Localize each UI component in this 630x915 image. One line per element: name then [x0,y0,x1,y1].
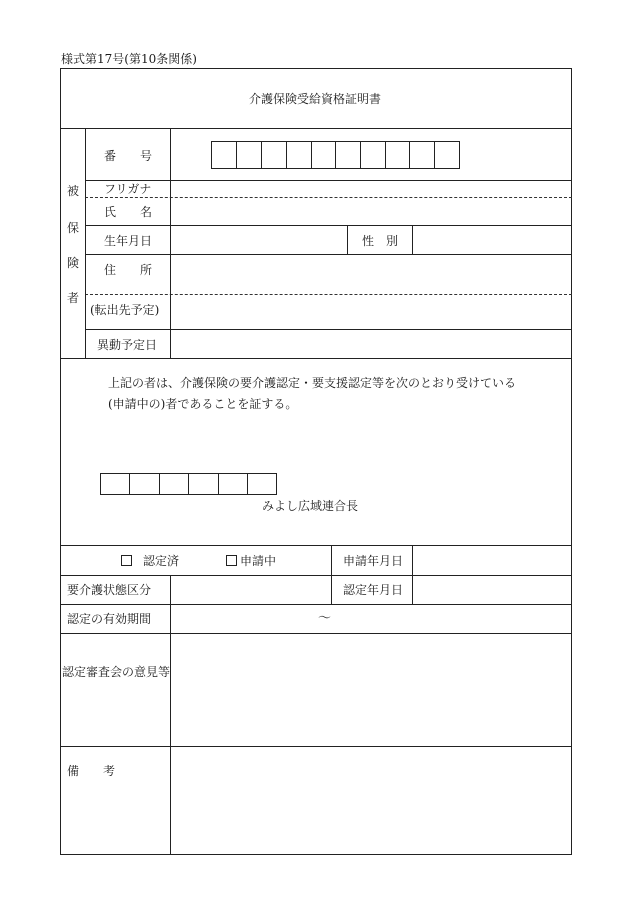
birthdate-label: 生年月日 [104,234,153,248]
issuer-box[interactable] [159,473,189,495]
forwarding-label: (転出先予定) [90,303,160,317]
care-level-label: 要介護状態区分 [67,583,152,597]
validity-label: 認定の有効期間 [67,612,152,626]
form-number: 様式第17号(第10条関係) [61,52,197,66]
number-digit-box[interactable] [409,141,435,169]
applying-checkbox[interactable] [226,555,237,566]
move-date-label: 異動予定日 [97,338,158,352]
opinion-label: 認定審査会の意見等 [62,665,171,679]
number-digit-box[interactable] [335,141,361,169]
move-date-field[interactable] [171,330,571,357]
insured-group-char: 被 [67,184,80,198]
issuer-box[interactable] [218,473,248,495]
number-digit-box[interactable] [236,141,262,169]
number-label: 番 号 [104,149,153,163]
sex-field[interactable] [413,226,571,253]
application-date-label: 申請年月日 [343,554,404,568]
validity-separator: ～ [318,611,332,626]
applying-option[interactable] [226,555,276,567]
number-digit-box[interactable] [360,141,386,169]
insured-group-char: 険 [67,256,80,270]
number-digit-box[interactable] [434,141,460,169]
rule-title-bottom [60,128,572,129]
validity-field[interactable] [171,605,571,632]
birthdate-field[interactable] [171,226,346,253]
number-digit-box[interactable] [261,141,287,169]
rule-sex-left [347,225,348,254]
rule-insured-bottom [60,358,572,359]
rule-status-mid [331,545,332,604]
remarks-field[interactable] [171,747,571,854]
number-digit-box[interactable] [311,141,337,169]
insured-number-boxes [211,141,460,169]
name-field[interactable] [171,198,571,224]
certification-date-field[interactable] [413,576,571,603]
furigana-field[interactable] [171,181,571,196]
sex-label: 性 別 [362,234,399,248]
issuer-box[interactable] [129,473,160,495]
opinion-field[interactable] [171,634,571,745]
issuer-boxes [100,473,277,495]
certified-checkbox[interactable] [121,555,132,566]
number-digit-box[interactable] [286,141,312,169]
insured-group-char: 保 [67,221,80,235]
statement-line-1: 上記の者は、介護保険の要介護認定・要支援認定等を次のとおり受けている [108,376,517,390]
applying-label: 申請中 [240,554,277,568]
address-field[interactable] [171,255,571,293]
application-date-field[interactable] [413,546,571,574]
issuer-box[interactable] [188,473,219,495]
care-level-field[interactable] [171,576,330,603]
certified-option[interactable] [121,555,179,567]
insured-group-char: 者 [67,291,80,305]
certification-date-label: 認定年月日 [343,583,404,597]
address-label: 住 所 [104,263,153,277]
statement-line-2: (申請中の)者であることを証する。 [108,397,298,411]
forwarding-field[interactable] [171,295,571,328]
certified-label: 認定済 [143,554,180,568]
form-title: 介護保険受給資格証明書 [248,92,381,106]
furigana-label: フリガナ [104,182,152,196]
issuer-box[interactable] [100,473,130,495]
issuer-name: みよし広域連合長 [262,499,359,513]
name-label: 氏 名 [104,205,153,219]
number-digit-box[interactable] [211,141,237,169]
number-digit-box[interactable] [385,141,411,169]
remarks-label: 備 考 [67,764,116,778]
rule-group-col [85,128,86,358]
issuer-box[interactable] [247,473,277,495]
